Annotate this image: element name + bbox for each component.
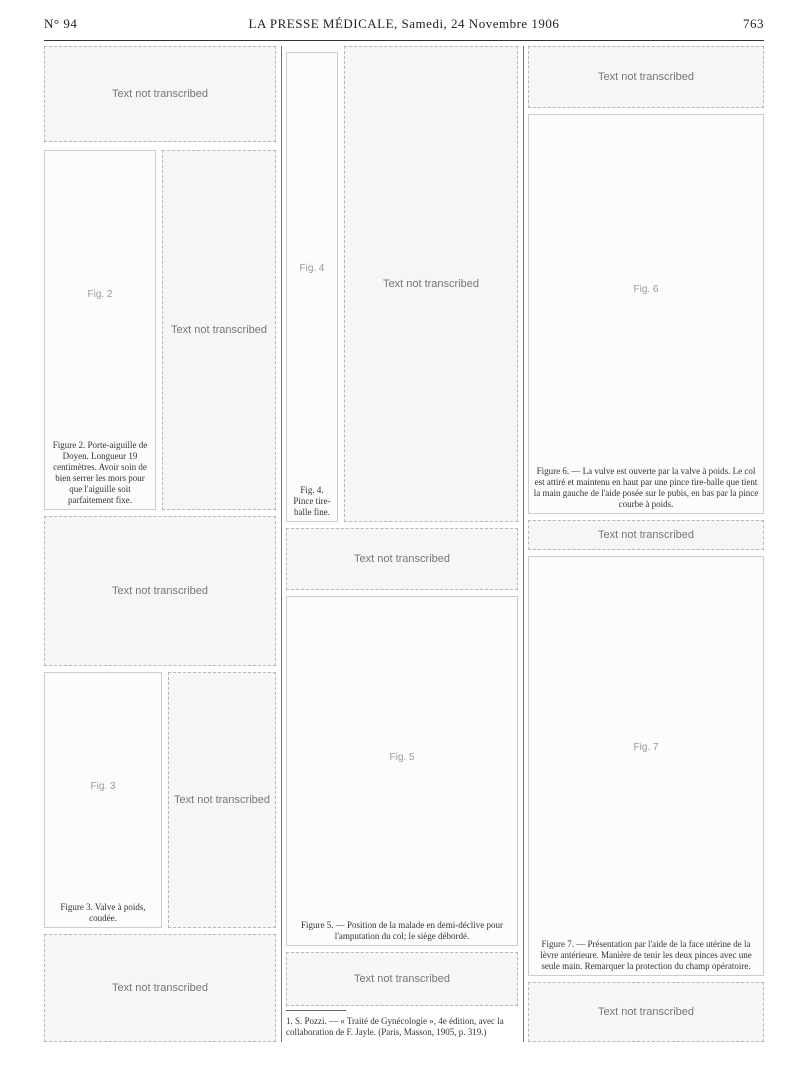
- page-number: 763: [743, 16, 764, 31]
- text-block-col2-amputation: Text not transcribed: [344, 46, 518, 522]
- weighted-speculum-illustration: Fig. 3: [90, 781, 116, 792]
- figure-7: [528, 556, 764, 976]
- figure-6: [528, 114, 764, 514]
- forceps-illustration: Fig. 4: [299, 262, 325, 274]
- text-block-col1-instruments: Text not transcribed: [44, 46, 276, 142]
- text-block-col1-assistants: Text not transcribed: [168, 672, 276, 928]
- vulva-opened-illustration: Fig. 6: [633, 284, 659, 295]
- figure-6-caption: Figure 6. — La vulve est ouverte par la valve à poids. Le col est attiré et maintenu en haut par une pince tire-balle que tient la main gauche de l'aide posée sur le pubis, en bas par la pince courbe à poids.: [533, 466, 759, 509]
- text-block-col1-technique: Text not transcribed: [44, 934, 276, 1042]
- column-3: [528, 46, 764, 1042]
- column-1: [44, 46, 276, 1042]
- figure-3: [44, 672, 162, 928]
- issue-number: N° 94: [44, 16, 78, 31]
- footnote: 1. S. Pozzi. — « Traité de Gynécologie », 4e édition, avec la collaboration de F. Jayle. (Paris, Masson, 1905, p. 319.): [286, 1016, 504, 1037]
- text-block-col1-aides: Text not transcribed: [44, 516, 276, 666]
- column-2: [286, 46, 518, 1042]
- text-block-col3-pince-confiee: Text not transcribed: [528, 982, 764, 1042]
- figure-5: [286, 596, 518, 946]
- text-block-col1-malade: Text not transcribed: [162, 150, 276, 510]
- figure-2-caption: Figure 2. Porte-aiguille de Doyen. Longueur 19 centimètres. Avoir soin de bien serrer les mors pour que l'aiguille soit parfaitement fixe.: [52, 440, 148, 505]
- anterior-lip-presentation-illustration: Fig. 7: [633, 741, 659, 753]
- journal-title: LA PRESSE MÉDICALE, Samedi, 24 Novembre 1906: [248, 16, 560, 31]
- patient-position-illustration: Fig. 5: [389, 752, 415, 763]
- header-rule: [44, 40, 764, 41]
- text-block-col3-pince-tire-balle: Text not transcribed: [528, 520, 764, 550]
- column-divider: [281, 46, 282, 1042]
- figure-7-caption: Figure 7. — Présentation par l'aide de la face utérine de la lèvre antérieure. Manière de tenir les deux pinces avec une seule main. Remarquer la protection du champ opératoire.: [540, 939, 752, 971]
- figure-2: [44, 150, 156, 510]
- footnote-rule: [286, 1010, 346, 1011]
- needle-holder-illustration: Fig. 2: [87, 289, 113, 300]
- figure-4-caption: Fig. 4. Pince tire-balle fine.: [293, 485, 331, 517]
- text-block-col2-isolement: Text not transcribed: [286, 528, 518, 590]
- figure-4: [286, 52, 338, 522]
- text-block-col2-compresse: Text not transcribed: [286, 952, 518, 1006]
- figure-5-caption: Figure 5. — Position de la malade en demi-déclive pour l'amputation du col; le siège débordé.: [301, 920, 503, 941]
- column-divider: [523, 46, 524, 1042]
- figure-3-caption: Figure 3. Valve à poids, coudée.: [60, 902, 146, 923]
- page-header: [44, 16, 764, 38]
- text-block-col3-traction: Text not transcribed: [528, 46, 764, 108]
